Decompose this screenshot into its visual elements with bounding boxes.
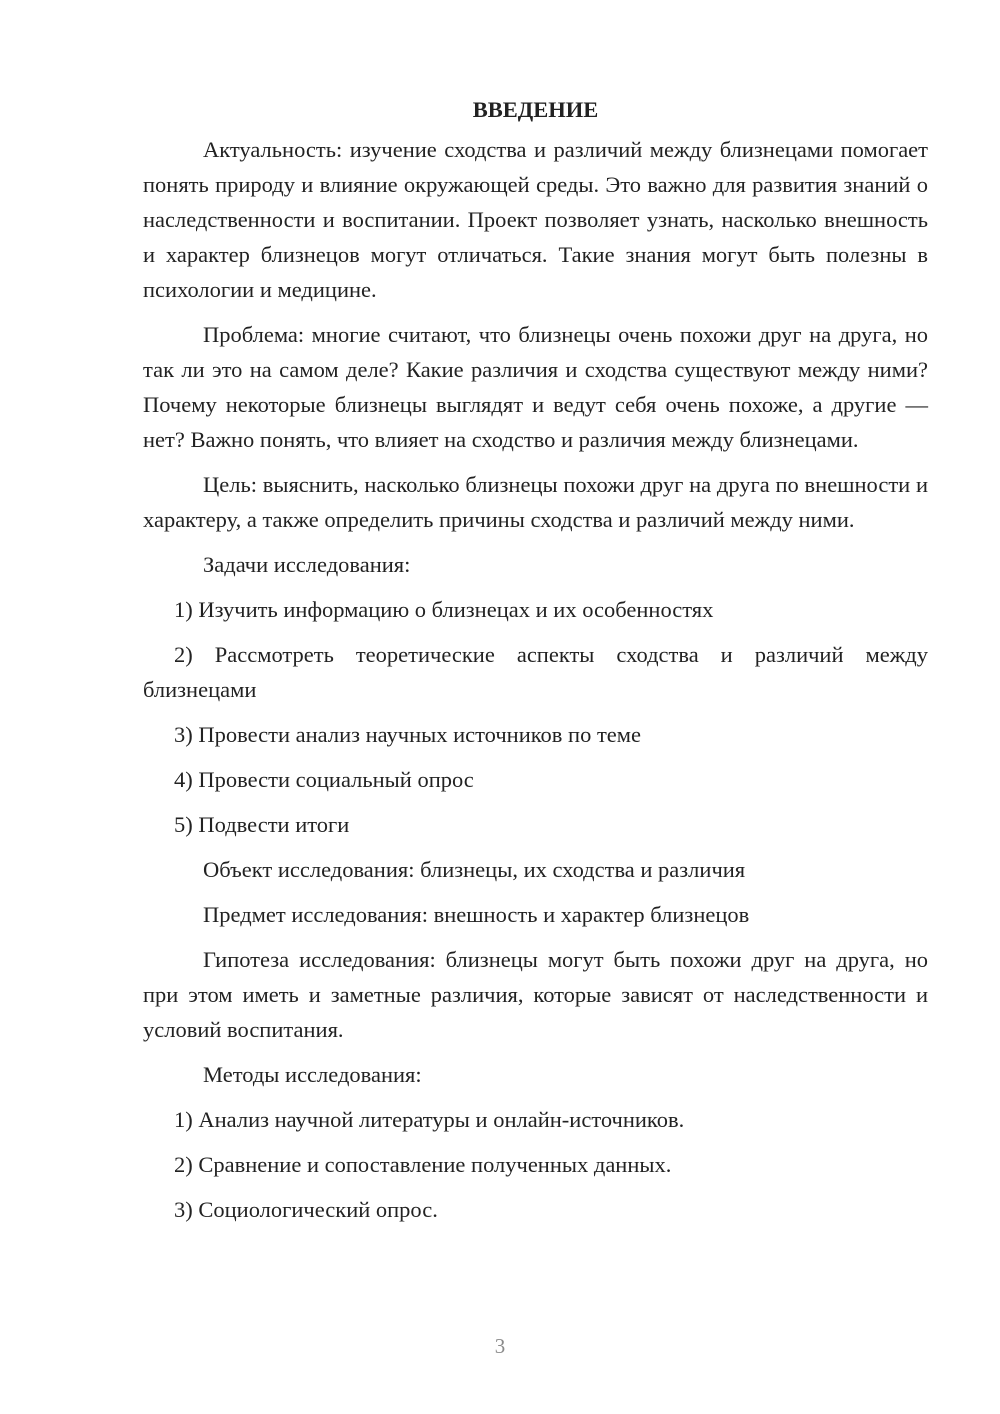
task-item: 2) Рассмотреть теоретические аспекты сходства и различий между близнецами bbox=[143, 642, 928, 702]
task-item: 3) Провести анализ научных источников по теме bbox=[174, 722, 641, 747]
problem-paragraph: Проблема: многие считают, что близнецы очень похожи друг на друга, но так ли это на самом деле? Какие различия и сходства существуют между ними? Почему некоторые близнецы выглядят и ведут себя очень похоже, а другие — нет? Важно понять, что влияет на сходство и различия между близнецами. bbox=[143, 322, 928, 452]
task-item: 5) Подвести итоги bbox=[174, 812, 350, 837]
document-page bbox=[143, 92, 928, 1237]
page-number: 3 bbox=[494, 1334, 506, 1358]
methods-heading: Методы исследования: bbox=[203, 1062, 422, 1087]
relevance-paragraph: Актуальность: изучение сходства и различий между близнецами помогает понять природу и влияние окружающей среды. Это важно для развития знаний о наследственности и воспитании. Проект позволяет узнать, насколько внешность и характер близнецов могут отличаться. Такие знания могут быть полезны в психологии и медицине. bbox=[143, 137, 928, 302]
hypothesis-paragraph: Гипотеза исследования: близнецы могут быть похожи друг на друга, но при этом иметь и заметные различия, которые зависят от наследственности и условий воспитания. bbox=[143, 947, 928, 1042]
method-item: 3) Социологический опрос. bbox=[174, 1197, 438, 1222]
object-paragraph: Объект исследования: близнецы, их сходства и различия bbox=[203, 857, 746, 882]
method-item: 2) Сравнение и сопоставление полученных данных. bbox=[174, 1152, 672, 1177]
goal-paragraph: Цель: выяснить, насколько близнецы похожи друг на друга по внешности и характеру, а также определить причины сходства и различий между ними. bbox=[143, 472, 928, 532]
page-title: ВВЕДЕНИЕ bbox=[472, 97, 599, 122]
task-item: 1) Изучить информацию о близнецах и их особенностях bbox=[174, 597, 714, 622]
subject-paragraph: Предмет исследования: внешность и характер близнецов bbox=[203, 902, 750, 927]
method-item: 1) Анализ научной литературы и онлайн-источников. bbox=[174, 1107, 685, 1132]
task-item: 4) Провести социальный опрос bbox=[174, 767, 474, 792]
tasks-heading: Задачи исследования: bbox=[203, 552, 411, 577]
